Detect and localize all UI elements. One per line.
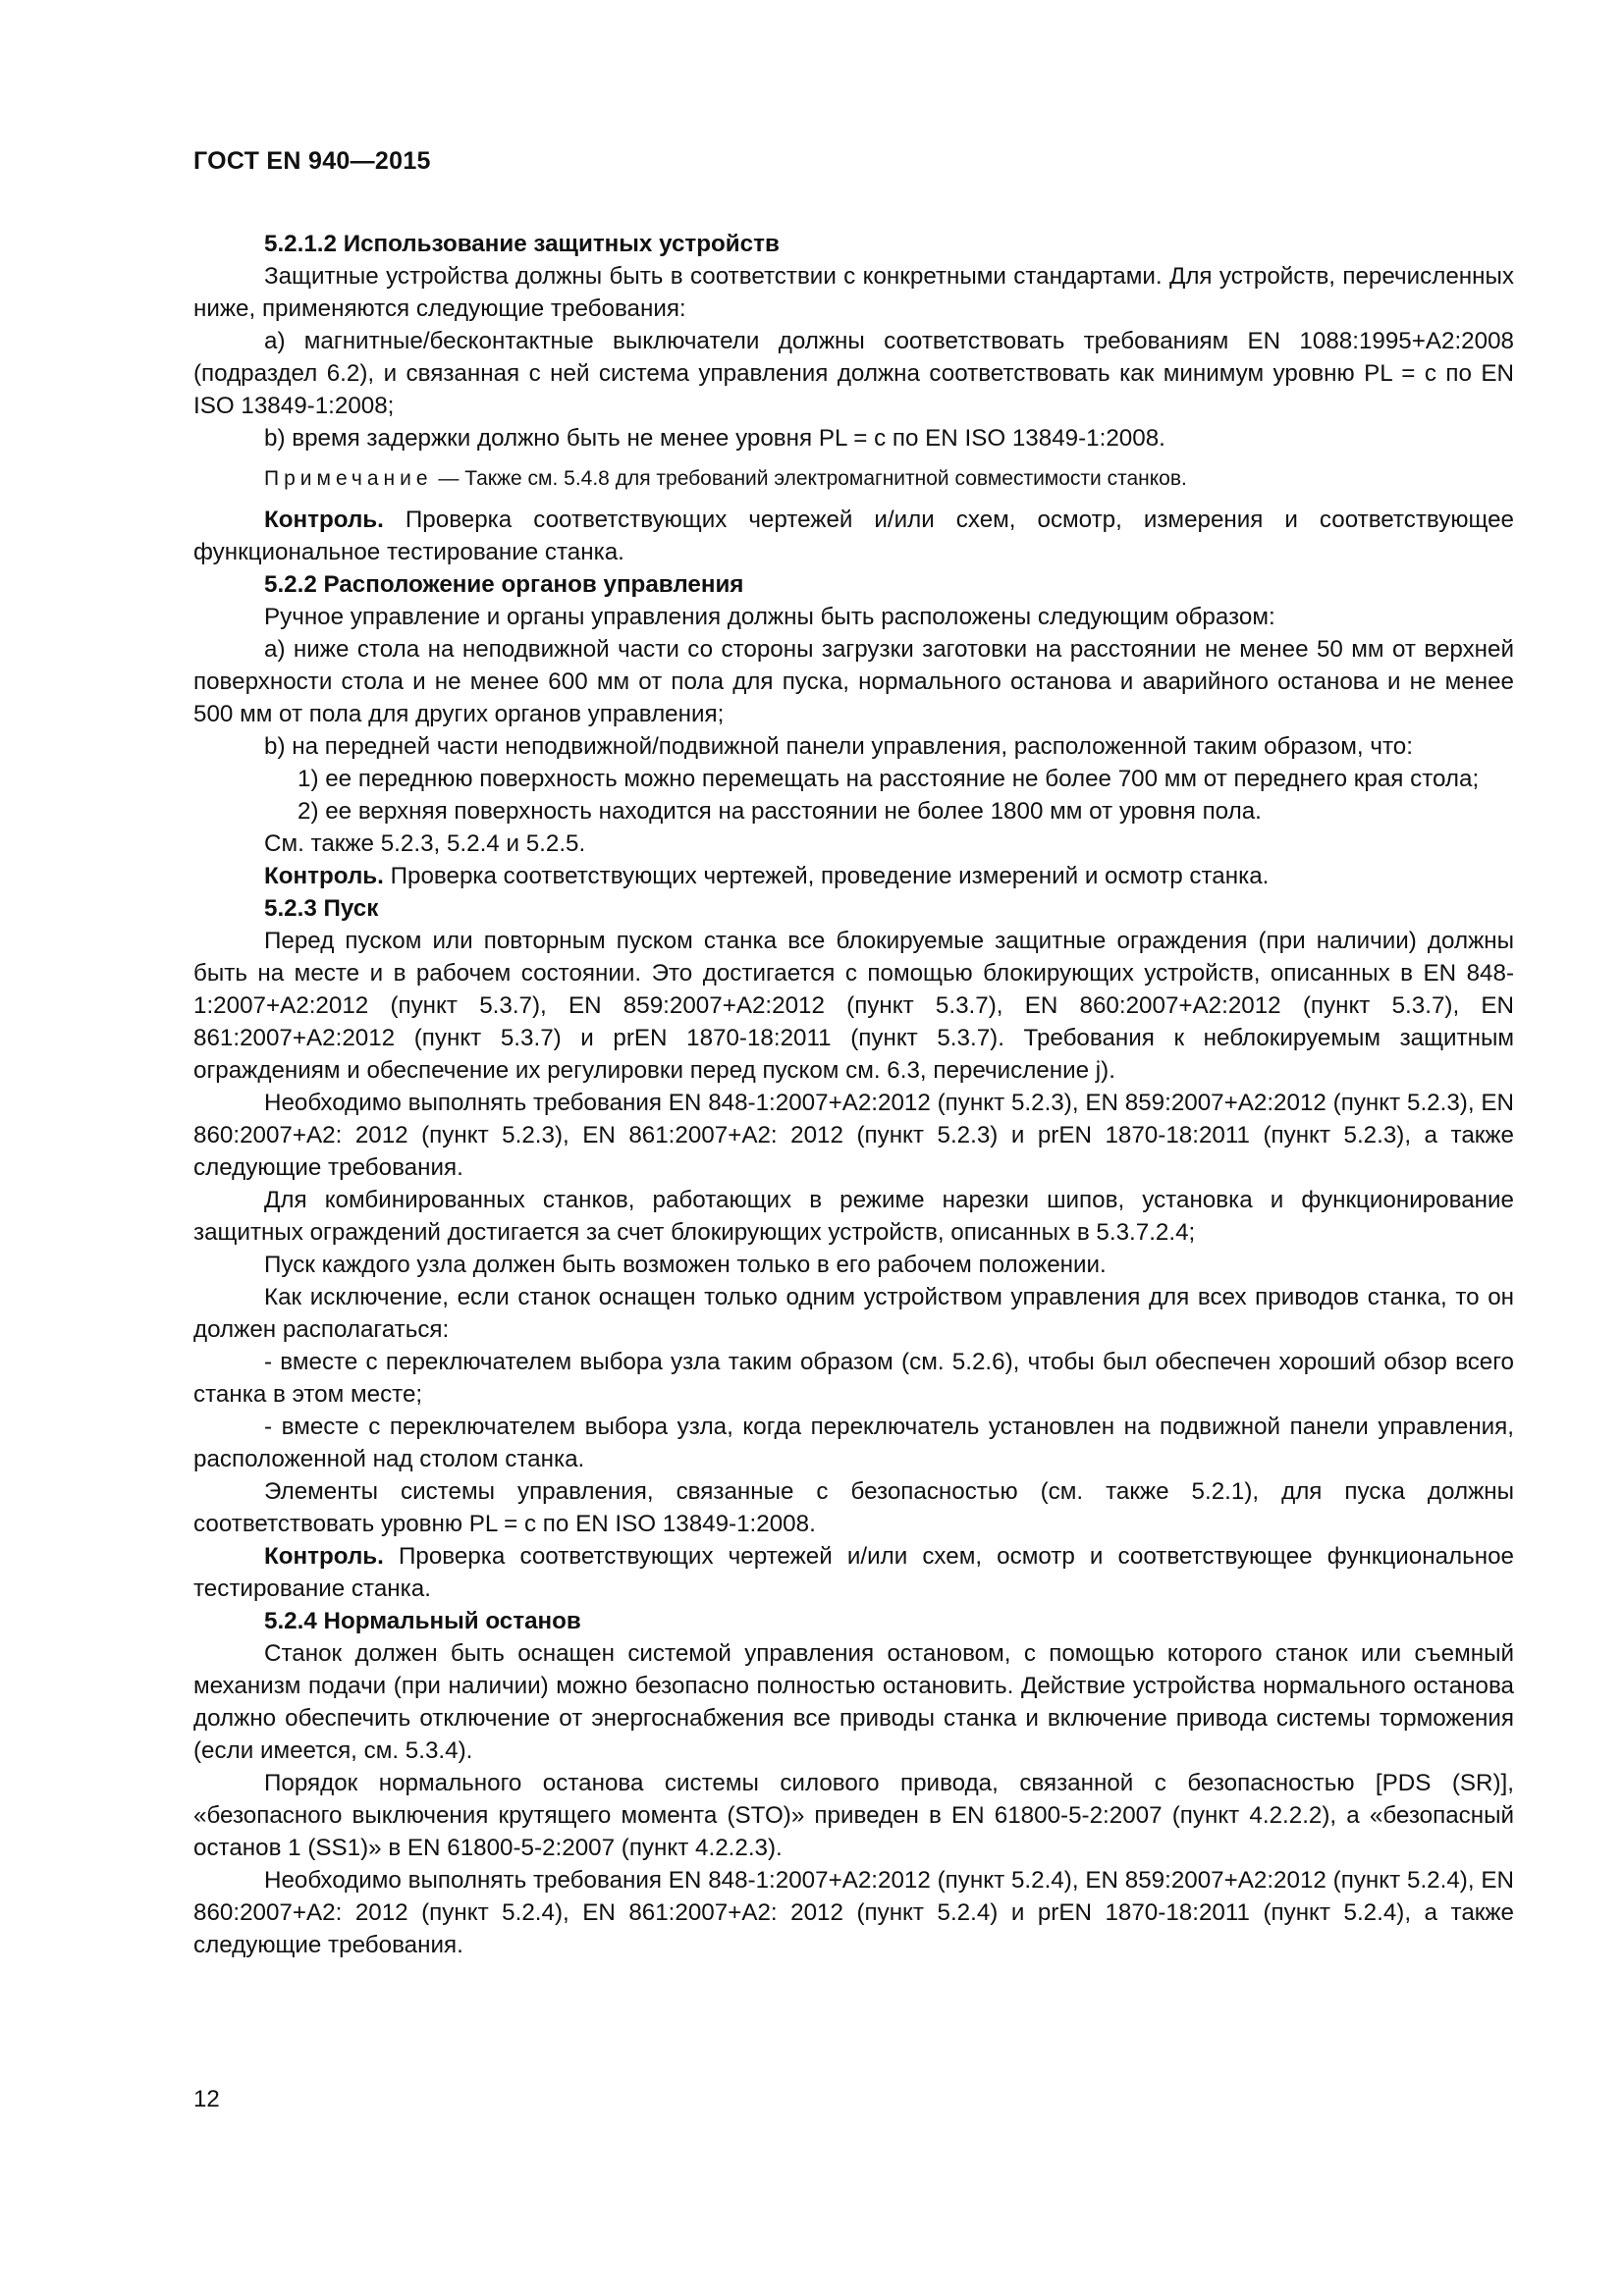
paragraph: Элементы системы управления, связанные с безопасностью (см. также 5.2.1), для пуска должны соответствовать уровню PL = c по EN ISO 13849-1:2008. <box>193 1478 1514 1537</box>
list-item: a) магнитные/бесконтактные выключатели должны соответствовать требованиям EN 1088:1995+A2:2008 (подраздел 6.2), и связанная с ней система управления должна соответствовать как минимум уровню PL = c по EN ISO 13849-1:2008; <box>193 328 1514 419</box>
paragraph: Порядок нормального останова системы силового привода, связанной с безопасностью [PDS (SR)], «безопасного выключения крутящего момента (STO)» приведен в EN 61800-5-2:2007 (пункт 4.2.2.2), а «безопасный останов 1 (SS1)» в EN 61800-5-2:2007 (пункт 4.2.2.3). <box>193 1770 1514 1861</box>
control-label: Контроль. <box>264 507 384 533</box>
list-item: b) время задержки должно быть не менее уровня PL = c по EN ISO 13849-1:2008. <box>264 425 1165 452</box>
list-item: a) ниже стола на неподвижной части со стороны загрузки заготовки на расстоянии не менее 50 мм от верхней поверхности стола и не менее 600 мм от пола для пуска, нормального останова и аварийного останова и не менее 500 мм от пола для других органов управления; <box>193 636 1514 727</box>
paragraph: Для комбинированных станков, работающих в режиме нарезки шипов, установка и функционирование защитных ограждений достигается за счет блокирующих устройств, описанных в 5.3.7.2.4; <box>193 1187 1514 1246</box>
note <box>193 464 1514 494</box>
dash-item: - вместе с переключателем выбора узла таким образом (см. 5.2.6), чтобы был обеспечен хороший обзор всего станка в этом месте; <box>193 1349 1514 1408</box>
section-5-2-2-heading: 5.2.2 Расположение органов управления <box>264 571 744 598</box>
document-header: ГОСТ EN 940—2015 <box>193 147 431 175</box>
control-paragraph <box>193 504 1514 568</box>
page-number: 12 <box>193 2086 220 2112</box>
list-item: b) на передней части неподвижной/подвижной панели управления, расположенной таким образом, что: <box>264 733 1413 760</box>
paragraph: См. также 5.2.3, 5.2.4 и 5.2.5. <box>264 830 586 857</box>
control-paragraph <box>193 860 1514 892</box>
paragraph: Защитные устройства должны быть в соответствии с конкретными стандартами. Для устройств, перечисленных ниже, применяются следующие требования: <box>193 263 1514 322</box>
paragraph: Пуск каждого узла должен быть возможен только в его рабочем положении. <box>264 1252 1107 1278</box>
section-5-2-1-2-heading: 5.2.1.2 Использование защитных устройств <box>264 231 780 257</box>
paragraph: Необходимо выполнять требования EN 848-1:2007+A2:2012 (пункт 5.2.4), EN 859:2007+A2:2012 (пункт 5.2.4), EN 860:2007+A2: 2012 (пункт 5.2.4), EN 861:2007+A2: 2012 (пункт 5.2.4) и prEN 1870-18:2011 (пункт 5.2.4), а также следующие требования. <box>193 1867 1514 1958</box>
note-text: — Также см. 5.4.8 для требований электромагнитной совместимости станков. <box>432 467 1187 490</box>
sub-list-item: 2) ее верхняя поверхность находится на расстоянии не более 1800 мм от уровня пола. <box>298 798 1262 825</box>
document-body <box>193 228 1514 1961</box>
paragraph: Перед пуском или повторным пуском станка все блокируемые защитные ограждения (при наличии) должны быть на месте и в рабочем состоянии. Это достигается с помощью блокирующих устройств, описанных в EN 848-1:2007+A2:2012 (пункт 5.3.7), EN 859:2007+A2:2012 (пункт 5.3.7), EN 860:2007+A2:2012 (пункт 5.3.7), EN 861:2007+A2:2012 (пункт 5.3.7) и prEN 1870-18:2011 (пункт 5.3.7). Требования к неблокируемым защитным ограждениям и обеспечение их регулировки перед пуском см. 6.3, перечисление j). <box>193 928 1514 1084</box>
note-label: Примечание <box>264 467 433 490</box>
control-text: Проверка соответствующих чертежей, проведение измерений и осмотр станка. <box>383 863 1270 889</box>
paragraph: Станок должен быть оснащен системой управления остановом, с помощью которого станок или съемный механизм подачи (при наличии) можно безопасно полностью остановить. Действие устройства нормального останова должно обеспечить отключение от энергоснабжения все приводы станка и включение привода системы торможения (если имеется, см. 5.3.4). <box>193 1640 1514 1764</box>
paragraph: Необходимо выполнять требования EN 848-1:2007+A2:2012 (пункт 5.2.3), EN 859:2007+A2:2012 (пункт 5.2.3), EN 860:2007+A2: 2012 (пункт 5.2.3), EN 861:2007+A2: 2012 (пункт 5.2.3) и prEN 1870-18:2011 (пункт 5.2.3), а также следующие требования. <box>193 1090 1514 1181</box>
control-paragraph <box>193 1540 1514 1605</box>
paragraph: Как исключение, если станок оснащен только одним устройством управления для всех приводов станка, то он должен располагаться: <box>193 1284 1514 1343</box>
sub-list-item: 1) ее переднюю поверхность можно перемещать на расстояние не более 700 мм от переднего края стола; <box>298 766 1480 792</box>
section-5-2-3-heading: 5.2.3 Пуск <box>264 895 379 922</box>
dash-item: - вместе с переключателем выбора узла, когда переключатель установлен на подвижной панели управления, расположенной над столом станка. <box>193 1414 1514 1472</box>
control-label: Контроль. <box>264 863 384 889</box>
section-5-2-4-heading: 5.2.4 Нормальный останов <box>264 1608 581 1634</box>
control-label: Контроль. <box>264 1543 384 1570</box>
paragraph: Ручное управление и органы управления должны быть расположены следующим образом: <box>264 604 1275 630</box>
control-text: Проверка соответствующих чертежей и/или схем, осмотр и соответствующее функциональное тестирование станка. <box>193 1543 1514 1602</box>
control-text: Проверка соответствующих чертежей и/или схем, осмотр, измерения и соответствующее функциональное тестирование станка. <box>193 507 1514 565</box>
